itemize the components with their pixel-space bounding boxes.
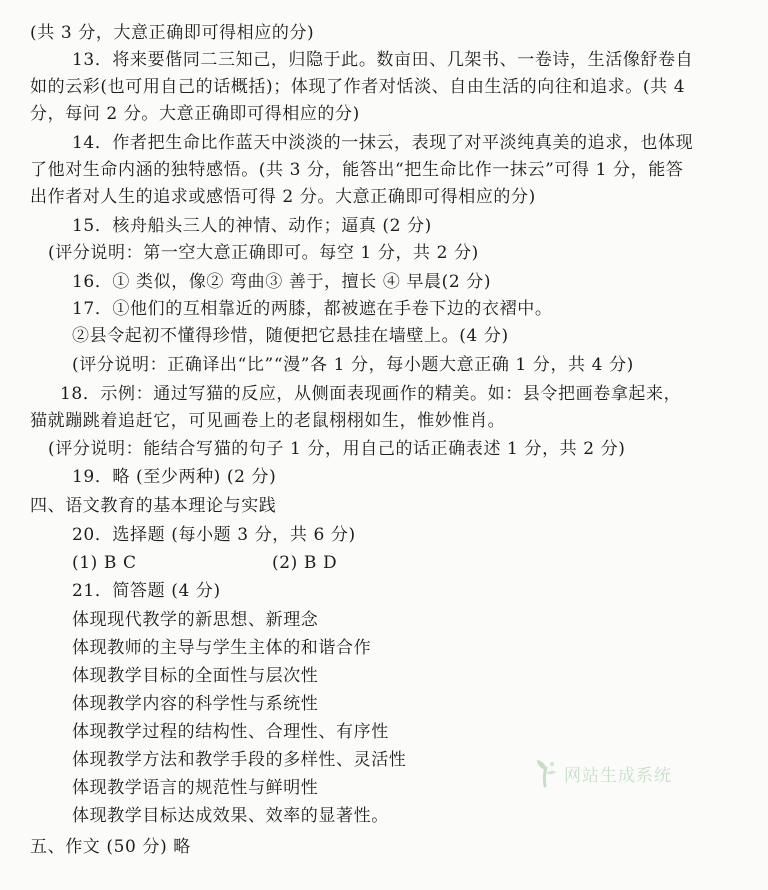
list-item: 体现现代教学的新思想、新理念 xyxy=(72,610,319,630)
text-line: 18．示例：通过写猫的反应，从侧面表现画作的精美。如：县令把画卷拿起来， xyxy=(60,384,682,404)
text-line: 19．略 (至少两种) (2 分) xyxy=(72,467,277,487)
list-item: 体现教学目标达成效果、效率的显著性。 xyxy=(72,806,389,826)
list-item: 体现教师的主导与学生主体的和谐合作 xyxy=(72,638,372,658)
text-line: (评分说明：正确译出“比”“漫”各 1 分，每小题大意正确 1 分，共 4 分) xyxy=(72,355,634,375)
text-line: 出作者对人生的追求或感悟可得 2 分。大意正确即可得相应的分) xyxy=(30,187,536,207)
watermark xyxy=(532,758,672,788)
text-line: 16．① 类似，像② 弯曲③ 善于，擅长 ④ 早晨(2 分) xyxy=(72,272,492,292)
text-line: 20．选择题 (每小题 3 分，共 6 分) xyxy=(72,525,356,545)
text-line: (2) B D xyxy=(272,553,338,573)
section-heading: 四、语文教育的基本理论与实践 xyxy=(30,496,277,516)
section-heading: 五、作文 (50 分) 略 xyxy=(30,837,191,857)
list-item: 体现教学方法和教学手段的多样性、灵活性 xyxy=(72,750,407,770)
list-item: 体现教学目标的全面性与层次性 xyxy=(72,666,319,686)
list-item: 体现教学过程的结构性、合理性、有序性 xyxy=(72,722,389,742)
watermark-text: 网站生成系统 xyxy=(564,765,672,786)
text-line: 14．作者把生命比作蓝天中淡淡的一抹云，表现了对平淡纯真美的追求，也体现 xyxy=(72,133,694,153)
list-item: 体现教学语言的规范性与鲜明性 xyxy=(72,778,319,798)
text-line: 了他对生命内涵的独特感悟。(共 3 分，能答出“把生命比作一抹云”可得 1 分，能答 xyxy=(30,160,684,180)
text-line: 15．核舟船头三人的神情、动作；逼真 (2 分) xyxy=(72,216,432,236)
text-line: ②县令起初不懂得珍惜，随便把它悬挂在墙壁上。(4 分) xyxy=(72,326,509,346)
text-line: (评分说明：第一空大意正确即可。每空 1 分，共 2 分) xyxy=(48,243,479,263)
text-line: (共 3 分，大意正确即可得相应的分) xyxy=(30,23,315,43)
sprout-logo-icon xyxy=(532,758,558,788)
text-line: (评分说明：能结合写猫的句子 1 分，用自己的话正确表述 1 分，共 2 分) xyxy=(48,439,626,459)
text-line: 如的云彩(也可用自己的话概括)；体现了作者对恬淡、自由生活的向往和追求。(共 4 xyxy=(30,77,686,97)
text-line: 17．①他们的互相靠近的两膝，都被遮在手卷下边的衣褶中。 xyxy=(72,299,553,319)
text-line: 21．简答题 (4 分) xyxy=(72,581,221,601)
text-line: 猫就蹦跳着追赶它，可见画卷上的老鼠栩栩如生，惟妙惟肖。 xyxy=(30,411,506,431)
text-line: (1) B C xyxy=(72,553,137,573)
text-line: 13．将来要偕同二三知己，归隐于此。数亩田、几架书、一卷诗，生活像舒卷自 xyxy=(72,50,694,70)
text-line: 分，每问 2 分。大意正确即可得相应的分) xyxy=(30,104,360,124)
list-item: 体现教学内容的科学性与系统性 xyxy=(72,694,319,714)
